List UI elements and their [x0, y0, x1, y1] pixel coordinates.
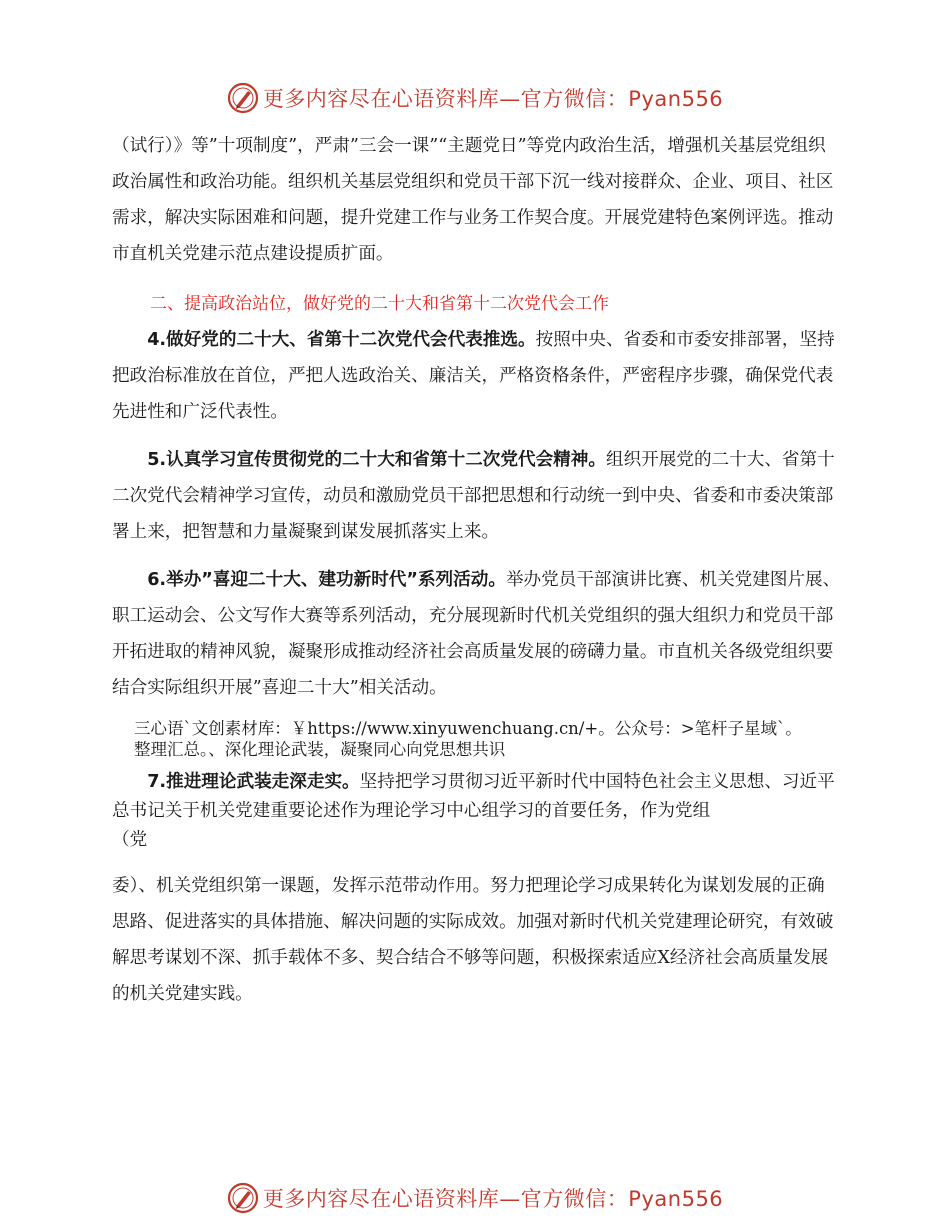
footer-banner	[0, 1178, 950, 1218]
section-heading-2: 二、提高政治站位，做好党的二十大和省第十二次党代会工作	[150, 294, 609, 314]
paragraph-item-7	[112, 768, 842, 826]
paragraph-item-7-fragment: （党	[112, 830, 148, 850]
item-4-body: 按照中央、省委和市委安排部署，坚持把政治标准放在首位，严把人选政治关、廉洁关，严格资格条件，严密程序步骤，确保党代表先进性和广泛代表性。	[112, 330, 835, 422]
paragraph-item-7-continued: 委）、机关党组织第一课题，发挥示范带动作用。努力把理论学习成果转化为谋划发展的正确思路、促进落实的具体措施、解决问题的实际成效。加强对新时代机关党建理论研究，有效破解思考谋划不深、抓手载体不多、契合结合不够等问题，积极探索适应X经济社会高质量发展的机关党建实践。	[112, 876, 834, 1004]
document-body	[112, 128, 842, 1012]
footer-banner-text: 更多内容尽在心语资料库—官方微信：Pyan556	[262, 1187, 724, 1211]
item-6-body: 举办党员干部演讲比赛、机关党建图片展、职工运动会、公文写作大赛等系列活动，充分展现新时代机关党组织的强大组织力和党员干部开拓进取的精神风貌，凝聚形成推动经济社会高质量发展的磅礴力量。市直机关各级党组织要结合实际组织开展”喜迎二十大”相关活动。	[112, 570, 841, 698]
paragraph-item-6	[112, 562, 842, 706]
paragraph-item-4	[112, 322, 842, 430]
source-note-line-2: 整理汇总。、深化理论武装，凝聚同心向党思想共识	[134, 740, 506, 759]
item-4-title: 4.做好党的二十大、省第十二次党代会代表推选。	[147, 330, 536, 350]
header-banner	[0, 78, 950, 118]
item-6-title: 6.举办”喜迎二十大、建功新时代”系列活动。	[147, 570, 506, 590]
paragraph-item-5	[112, 442, 842, 550]
header-banner-text: 更多内容尽在心语资料库—官方微信：Pyan556	[262, 87, 724, 111]
pen-seal-logo-icon	[227, 1182, 259, 1214]
source-note-line-1: 三心语`文创素材库：￥https://www.xinyuwenchuang.cn/+。公众号：>笔杆子星域`。	[134, 719, 802, 738]
item-5-body: 组织开展党的二十大、省第十二次党代会精神学习宣传，动员和激励党员干部把思想和行动统一到中央、省委和市委决策部署上来，把智慧和力量凝聚到谋发展抓落实上来。	[112, 450, 835, 542]
paragraph-continuation: （试行）》等”十项制度”，严肃”三会一课”“主题党日”等党内政治生活，增强机关基层党组织政治属性和政治功能。组织机关基层党组织和党员干部下沉一线对接群众、企业、项目、社区需求，解决实际困难和问题，提升党建工作与业务工作契合度。开展党建特色案例评选。推动市直机关党建示范点建设提质扩面。	[112, 136, 834, 264]
item-5-title: 5.认真学习宣传贯彻党的二十大和省第十二次党代会精神。	[147, 450, 606, 470]
item-7-title: 7.推进理论武装走深走实。	[147, 772, 360, 792]
pen-seal-logo-icon	[227, 82, 259, 114]
item-7-body-a: 坚持把学习贯彻习近平新时代中国特色社会主义思想、习近平总书记关于机关党建重要论述作为理论学习中心组学习的首要任务，作为党组	[112, 772, 835, 821]
